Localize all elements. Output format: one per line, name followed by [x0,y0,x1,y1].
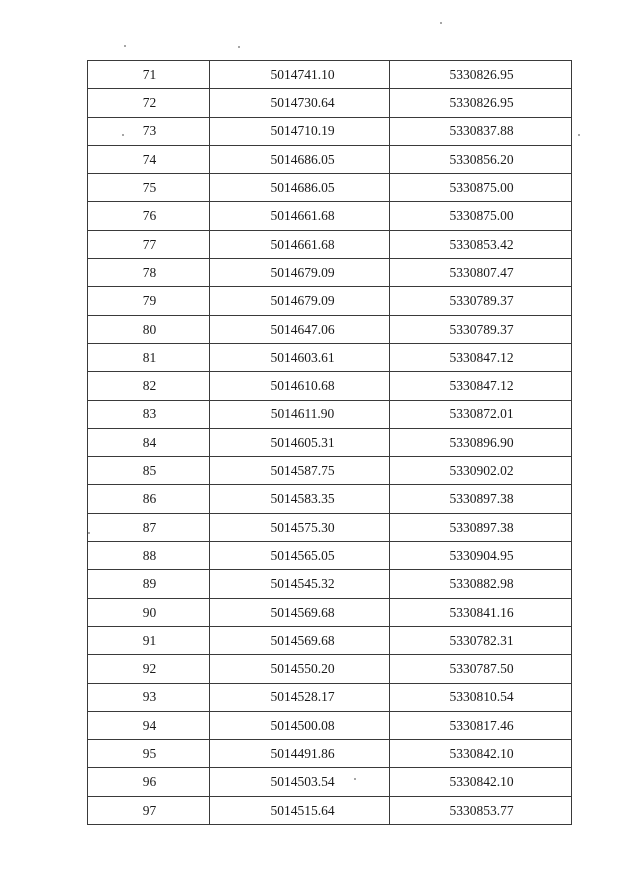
point-number-cell: 82 [88,372,210,400]
point-number-cell: 86 [88,485,210,513]
x-coordinate-cell: 5014661.68 [210,202,390,230]
table-row [88,768,572,796]
point-number-cell: 79 [88,287,210,315]
y-coordinate-cell: 5330872.01 [390,400,572,428]
point-number-cell: 85 [88,457,210,485]
point-number-cell: 71 [88,61,210,89]
x-coordinate-cell: 5014500.08 [210,711,390,739]
y-coordinate-cell: 5330782.31 [390,626,572,654]
y-coordinate-cell: 5330875.00 [390,174,572,202]
point-number-cell: 96 [88,768,210,796]
x-coordinate-cell: 5014611.90 [210,400,390,428]
y-coordinate-cell: 5330810.54 [390,683,572,711]
y-coordinate-cell: 5330904.95 [390,542,572,570]
table-row [88,683,572,711]
y-coordinate-cell: 5330787.50 [390,655,572,683]
x-coordinate-cell: 5014550.20 [210,655,390,683]
x-coordinate-cell: 5014587.75 [210,457,390,485]
y-coordinate-cell: 5330826.95 [390,89,572,117]
point-number-cell: 72 [88,89,210,117]
table-row [88,598,572,626]
y-coordinate-cell: 5330807.47 [390,259,572,287]
y-coordinate-cell: 5330902.02 [390,457,572,485]
table-row [88,117,572,145]
x-coordinate-cell: 5014583.35 [210,485,390,513]
point-number-cell: 87 [88,513,210,541]
point-number-cell: 97 [88,796,210,824]
x-coordinate-cell: 5014569.68 [210,626,390,654]
table-row [88,400,572,428]
y-coordinate-cell: 5330897.38 [390,513,572,541]
point-number-cell: 75 [88,174,210,202]
point-number-cell: 90 [88,598,210,626]
y-coordinate-cell: 5330896.90 [390,428,572,456]
table-row [88,542,572,570]
y-coordinate-cell: 5330826.95 [390,61,572,89]
table-row [88,315,572,343]
table-row [88,740,572,768]
point-number-cell: 73 [88,117,210,145]
table-row [88,287,572,315]
point-number-cell: 76 [88,202,210,230]
y-coordinate-cell: 5330875.00 [390,202,572,230]
table-row [88,61,572,89]
point-number-cell: 89 [88,570,210,598]
x-coordinate-cell: 5014515.64 [210,796,390,824]
table-row [88,174,572,202]
y-coordinate-cell: 5330853.42 [390,230,572,258]
table-row [88,570,572,598]
scan-speck [578,134,580,136]
table-row [88,457,572,485]
table-row [88,343,572,371]
point-number-cell: 88 [88,542,210,570]
y-coordinate-cell: 5330842.10 [390,768,572,796]
y-coordinate-cell: 5330847.12 [390,372,572,400]
x-coordinate-cell: 5014503.54 [210,768,390,796]
x-coordinate-cell: 5014605.31 [210,428,390,456]
table-row [88,711,572,739]
x-coordinate-cell: 5014679.09 [210,259,390,287]
table-row [88,485,572,513]
point-number-cell: 78 [88,259,210,287]
x-coordinate-cell: 5014528.17 [210,683,390,711]
point-number-cell: 77 [88,230,210,258]
y-coordinate-cell: 5330841.16 [390,598,572,626]
point-number-cell: 81 [88,343,210,371]
point-number-cell: 95 [88,740,210,768]
x-coordinate-cell: 5014575.30 [210,513,390,541]
point-number-cell: 80 [88,315,210,343]
table-row [88,372,572,400]
y-coordinate-cell: 5330789.37 [390,287,572,315]
table-row [88,655,572,683]
scan-speck [238,46,240,48]
x-coordinate-cell: 5014491.86 [210,740,390,768]
y-coordinate-cell: 5330789.37 [390,315,572,343]
coordinate-table [87,60,572,825]
table-row [88,202,572,230]
y-coordinate-cell: 5330842.10 [390,740,572,768]
x-coordinate-cell: 5014569.68 [210,598,390,626]
x-coordinate-cell: 5014741.10 [210,61,390,89]
point-number-cell: 94 [88,711,210,739]
x-coordinate-cell: 5014686.05 [210,145,390,173]
table-row [88,230,572,258]
y-coordinate-cell: 5330853.77 [390,796,572,824]
x-coordinate-cell: 5014647.06 [210,315,390,343]
y-coordinate-cell: 5330856.20 [390,145,572,173]
y-coordinate-cell: 5330837.88 [390,117,572,145]
table-row [88,428,572,456]
point-number-cell: 92 [88,655,210,683]
x-coordinate-cell: 5014603.61 [210,343,390,371]
table-row [88,513,572,541]
y-coordinate-cell: 5330847.12 [390,343,572,371]
x-coordinate-cell: 5014710.19 [210,117,390,145]
table-row [88,145,572,173]
table-row [88,626,572,654]
x-coordinate-cell: 5014679.09 [210,287,390,315]
point-number-cell: 84 [88,428,210,456]
x-coordinate-cell: 5014610.68 [210,372,390,400]
table-row [88,89,572,117]
scan-speck [440,22,442,24]
table-row [88,796,572,824]
y-coordinate-cell: 5330897.38 [390,485,572,513]
scan-speck [124,45,126,47]
point-number-cell: 91 [88,626,210,654]
x-coordinate-cell: 5014661.68 [210,230,390,258]
point-number-cell: 93 [88,683,210,711]
x-coordinate-cell: 5014545.32 [210,570,390,598]
table-row [88,259,572,287]
x-coordinate-cell: 5014686.05 [210,174,390,202]
x-coordinate-cell: 5014565.05 [210,542,390,570]
x-coordinate-cell: 5014730.64 [210,89,390,117]
y-coordinate-cell: 5330882.98 [390,570,572,598]
point-number-cell: 83 [88,400,210,428]
point-number-cell: 74 [88,145,210,173]
y-coordinate-cell: 5330817.46 [390,711,572,739]
coordinate-table-body [88,61,572,825]
